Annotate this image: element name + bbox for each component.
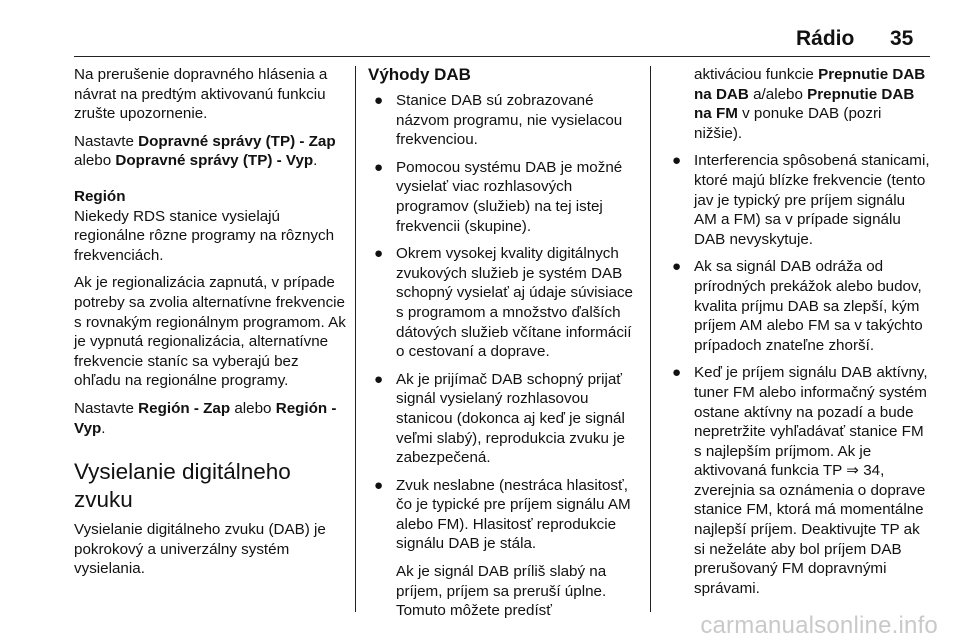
menu-option-tp-off: Dopravné správy (TP) - Vyp [115, 152, 314, 170]
list-item: ● Stanice DAB sú zobrazované názvom programu, nie vysielacou frekvenciou. [374, 92, 623, 149]
bullet-icon: ● [672, 258, 682, 276]
list-item: ● Ak je prijímač DAB schopný prijať signál vysielaný rozhlasovou stanicou (dokonca aj keď je signál veľmi slabý), reprodukcia zvuku je zabezpečená. [374, 370, 625, 467]
list-item: ● Interferencia spôsobená stanicami, ktoré majú blízke frekvencie (tento jav je typický pre príjem signálu AM a FM) sa v prípade signálu DAB nevyskytuje. [672, 152, 930, 248]
list-item: ● Okrem vysokej kvality digitálnych zvukových služieb je systém DAB schopný vysielať aj údaje súvisiace s programom a množstvo ďalších dátových služieb včítane informácií o cestovaní a doprave. [374, 245, 634, 361]
menu-option-tp-on: Dopravné správy (TP) - Zap [138, 132, 336, 150]
paragraph-region-intro: Niekedy RDS stanice vysielajú regionálne rôzne programy na rôznych frekvenciách. [74, 207, 335, 264]
bullet-icon: ● [374, 92, 384, 109]
watermark: carmanualsonline.info [700, 612, 938, 639]
column-divider-1 [355, 66, 356, 612]
column-left [74, 65, 346, 587]
dab-advantages-list-continued [666, 151, 930, 598]
paragraph-dab-intro: Vysielanie digitálneho zvuku (DAB) je pokrokový a univerzálny systém vysielania. [74, 521, 326, 578]
page-number: 35 [890, 27, 914, 50]
dab-advantages-list [368, 91, 638, 554]
column-right [666, 65, 930, 606]
section-heading-dab-advantages: Výhody DAB [368, 65, 471, 84]
bullet-icon: ● [374, 476, 384, 494]
list-item: ● Pomocou systému DAB je možné vysielať viac rozhlasových programov (služieb) na tej istej frekvencii (skupine). [374, 158, 623, 235]
bullet-icon: ● [374, 158, 384, 176]
bullet-icon: ● [374, 370, 384, 388]
page-header [0, 0, 960, 56]
paragraph-traffic-setting: Nastavte Dopravné správy (TP) - Zap alebo Dopravné správy (TP) - Vyp. [74, 132, 336, 170]
list-item: ● Zvuk neslabne (nestráca hlasitosť, čo je typické pre príjem signálu AM alebo FM). Hlasitosť reprodukcie signálu DAB je stála. [374, 476, 631, 553]
header-rule [74, 56, 930, 57]
bullet-icon: ● [672, 152, 682, 170]
paragraph-traffic-cancel: Na prerušenie dopravného hlásenia a návrat na predtým aktivovanú funkciu zrušte upozornenie. [74, 66, 328, 123]
list-item: ● Ak sa signál DAB odráža od prírodných prekážok alebo budov, kvalita príjmu DAB sa zlepší, kým príjem AM alebo FM sa v takýchto prípadoch znateľne zhorší. [672, 258, 923, 354]
list-item: ● Keď je príjem signálu DAB aktívny, tuner FM alebo informačný systém ostane aktívny na pozadí a bude nepretržite vyhľadávať stanice FM s najlepším príjmom. Ak je aktivovaná funkcia TP ⇒ 34, zverejnia sa oznámenia o doprave stanice FM, ktorá má momentálne najlepší príjem. Deaktivujte TP ak si neželáte aby bol príjem DAB prerušovaný FM dopravnými správami. [672, 364, 928, 597]
paragraph-dab-switch: aktiváciou funkcie Prepnutie DAB na DAB a/alebo Prepnutie DAB na FM v ponuke DAB (pozri nižšie). [694, 66, 926, 142]
paragraph-region-setting: Nastavte Región - Zap alebo Región - Vyp. [74, 399, 337, 437]
column-middle [368, 65, 638, 621]
section-heading-dab: Vysielanie digitálneho zvuku [74, 459, 291, 513]
menu-option-region-off: Región - Vyp [74, 399, 337, 437]
menu-option-region-on: Región - Zap [138, 399, 231, 417]
menu-option-dab-to-fm: Prepnutie DAB na FM [694, 85, 915, 123]
bullet-icon: ● [672, 364, 682, 382]
bullet-icon: ● [374, 245, 384, 263]
section-heading-region: Región [74, 187, 126, 205]
paragraph-weak-signal: Ak je signál DAB príliš slabý na príjem, príjem sa preruší úplne. Tomuto môžete predísť [396, 563, 607, 620]
column-divider-2 [650, 66, 651, 612]
paragraph-regionalization: Ak je regionalizácia zapnutá, v prípade potreby sa zvolia alternatívne frekvencie s rovnakým regionálnym programom. Ak je vypnutá regionalizácia, alternatívne frekvencie staníc sa vyberajú bez ohľadu na regionálne programy. [74, 274, 346, 390]
menu-option-dab-to-dab: Prepnutie DAB na DAB [694, 66, 926, 103]
page-title: Rádio [796, 27, 855, 50]
